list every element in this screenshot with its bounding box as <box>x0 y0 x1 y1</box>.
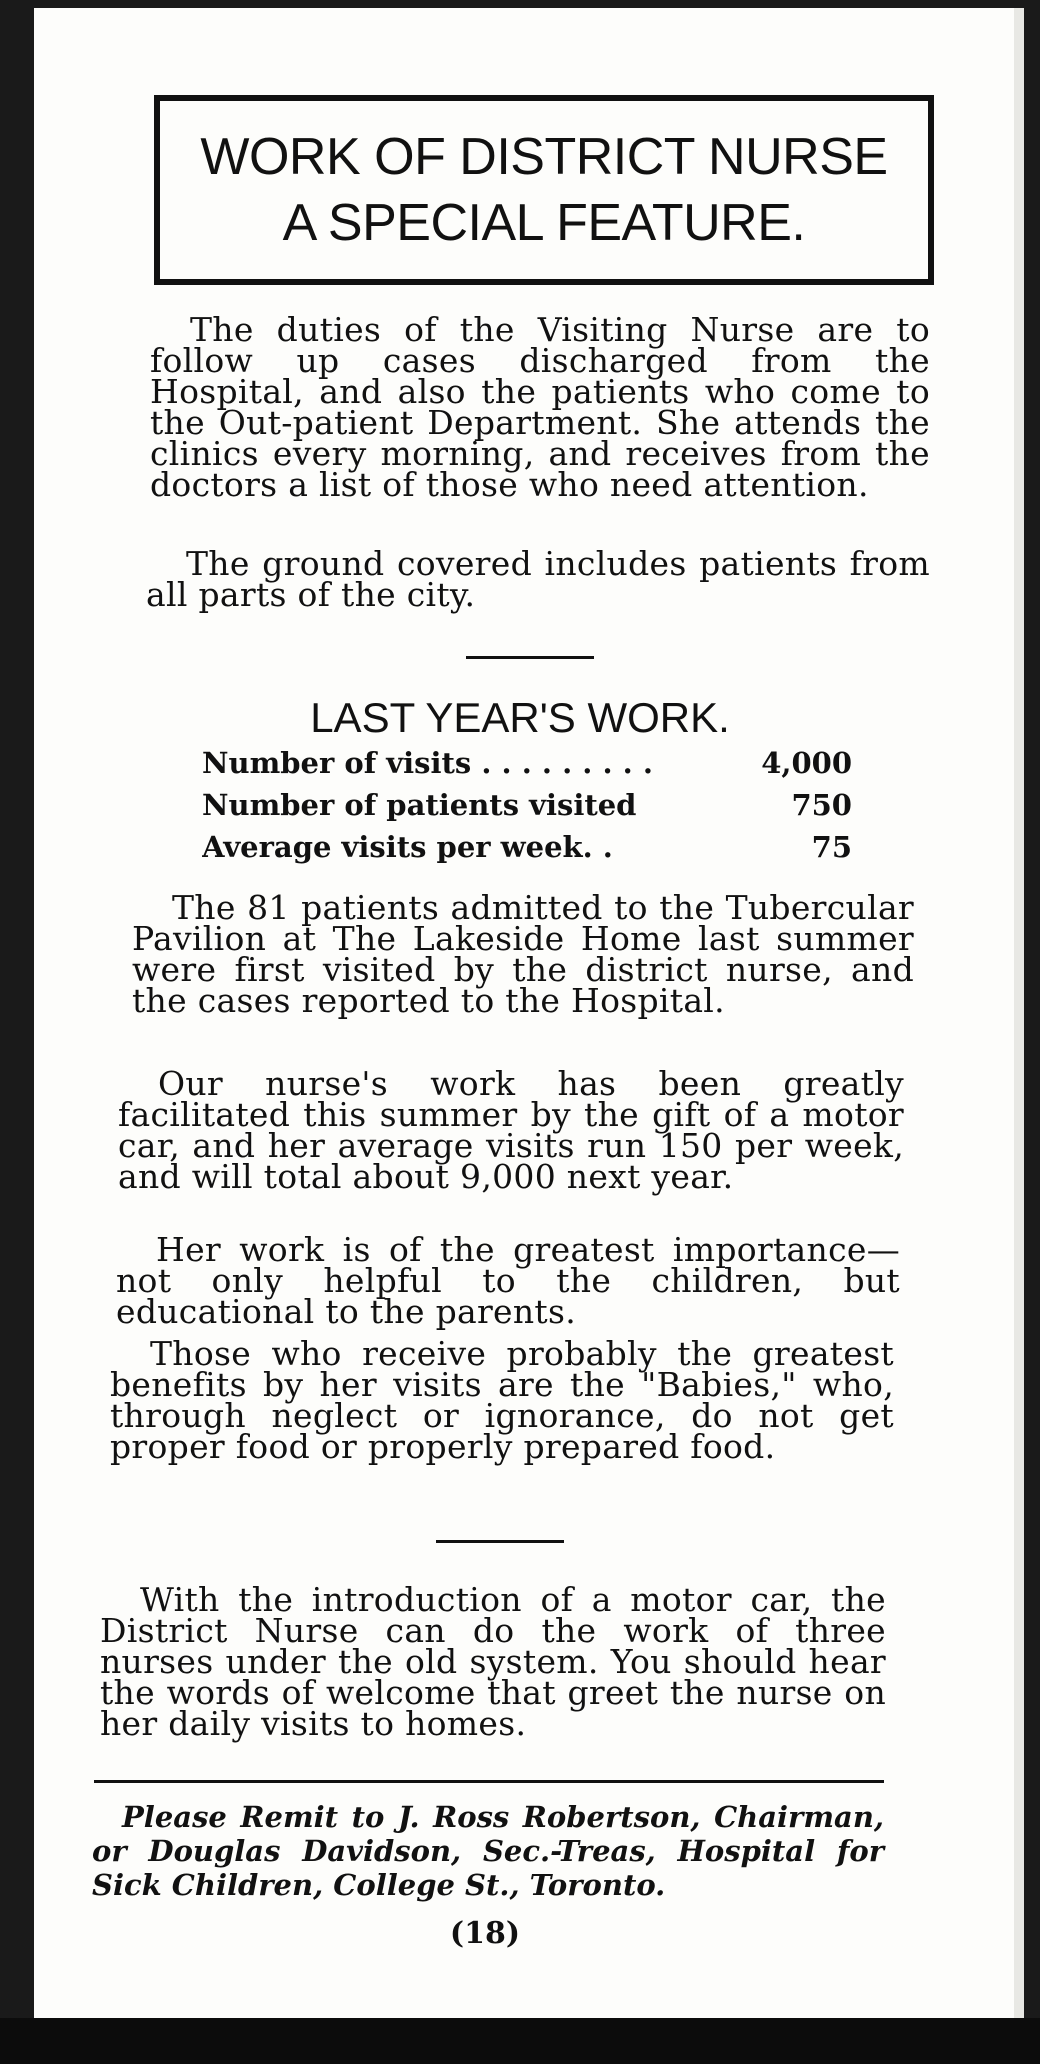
stat-label: Average visits per week. . <box>202 830 613 864</box>
body-paragraph-4-text: Those who receive probably the greatest benefits by her visits are the "Babies," who, through neglect or ignorance, do not get proper food or properly prepared food. <box>110 1334 894 1466</box>
stat-row-visits <box>202 742 852 784</box>
body-paragraph-3-text: Her work is of the greatest importance—not only helpful to the children, but educational to the parents. <box>116 1230 900 1331</box>
body-paragraph-1 <box>132 888 914 1020</box>
stat-row-weekly <box>202 826 852 868</box>
page-title-line-1: WORK OF DISTRICT NURSE <box>200 128 888 186</box>
intro-paragraph-2-text: The ground covered includes patients from all parts of the city. <box>146 544 930 614</box>
stats-list <box>202 742 852 868</box>
stat-value: 4,000 <box>761 746 852 780</box>
body-paragraph-1-text: The 81 patients admitted to the Tubercular Pavilion at The Lakeside Home last summer were first visited by the district nurse, and the cases reported to the Hospital. <box>132 888 914 1020</box>
remit-notice <box>92 1800 884 1902</box>
page-number: (18) <box>449 1916 521 1951</box>
closing-paragraph <box>100 1580 886 1743</box>
title-box <box>154 95 934 285</box>
closing-paragraph-text: With the introduction of a motor car, the District Nurse can do the work of three nurses under the old system. You should hear the words of welcome that greet the nurse on her daily visits to homes. <box>100 1580 886 1743</box>
intro-paragraph-1-text: The duties of the Visiting Nurse are to follow up cases discharged from the Hospital, and also the patients who come to the Out-patient Department. She attends the clinics every morning, and receives from the doctors a list of those who need attention. <box>150 310 930 504</box>
scan-bottom-edge <box>0 2018 1040 2064</box>
footer-divider <box>94 1780 884 1783</box>
stat-value: 750 <box>791 788 852 822</box>
body-paragraph-4 <box>110 1334 894 1466</box>
stat-label: Number of patients visited <box>202 788 637 822</box>
body-paragraph-3 <box>116 1230 900 1331</box>
intro-paragraph-2 <box>146 544 930 614</box>
section-heading-last-year: LAST YEAR'S WORK. <box>310 694 730 741</box>
remit-notice-text: Please Remit to J. Ross Robertson, Chairman, or Douglas Davidson, Sec.-Treas, Hospital for Sick Children, College St., Toronto. <box>92 1800 884 1902</box>
section-divider-1 <box>466 656 594 659</box>
stat-label: Number of visits . . . . . . . . . <box>202 746 653 780</box>
body-paragraph-2-text: Our nurse's work has been greatly facilitated this summer by the gift of a motor car, and her average visits run 150 per week, and will total about 9,000 next year. <box>118 1064 904 1196</box>
body-paragraph-2 <box>118 1064 904 1196</box>
stat-value: 75 <box>811 830 852 864</box>
page-title-line-2: A SPECIAL FEATURE. <box>282 194 806 252</box>
stat-row-patients <box>202 784 852 826</box>
intro-paragraph-1 <box>150 310 930 504</box>
section-divider-2 <box>436 1540 564 1543</box>
